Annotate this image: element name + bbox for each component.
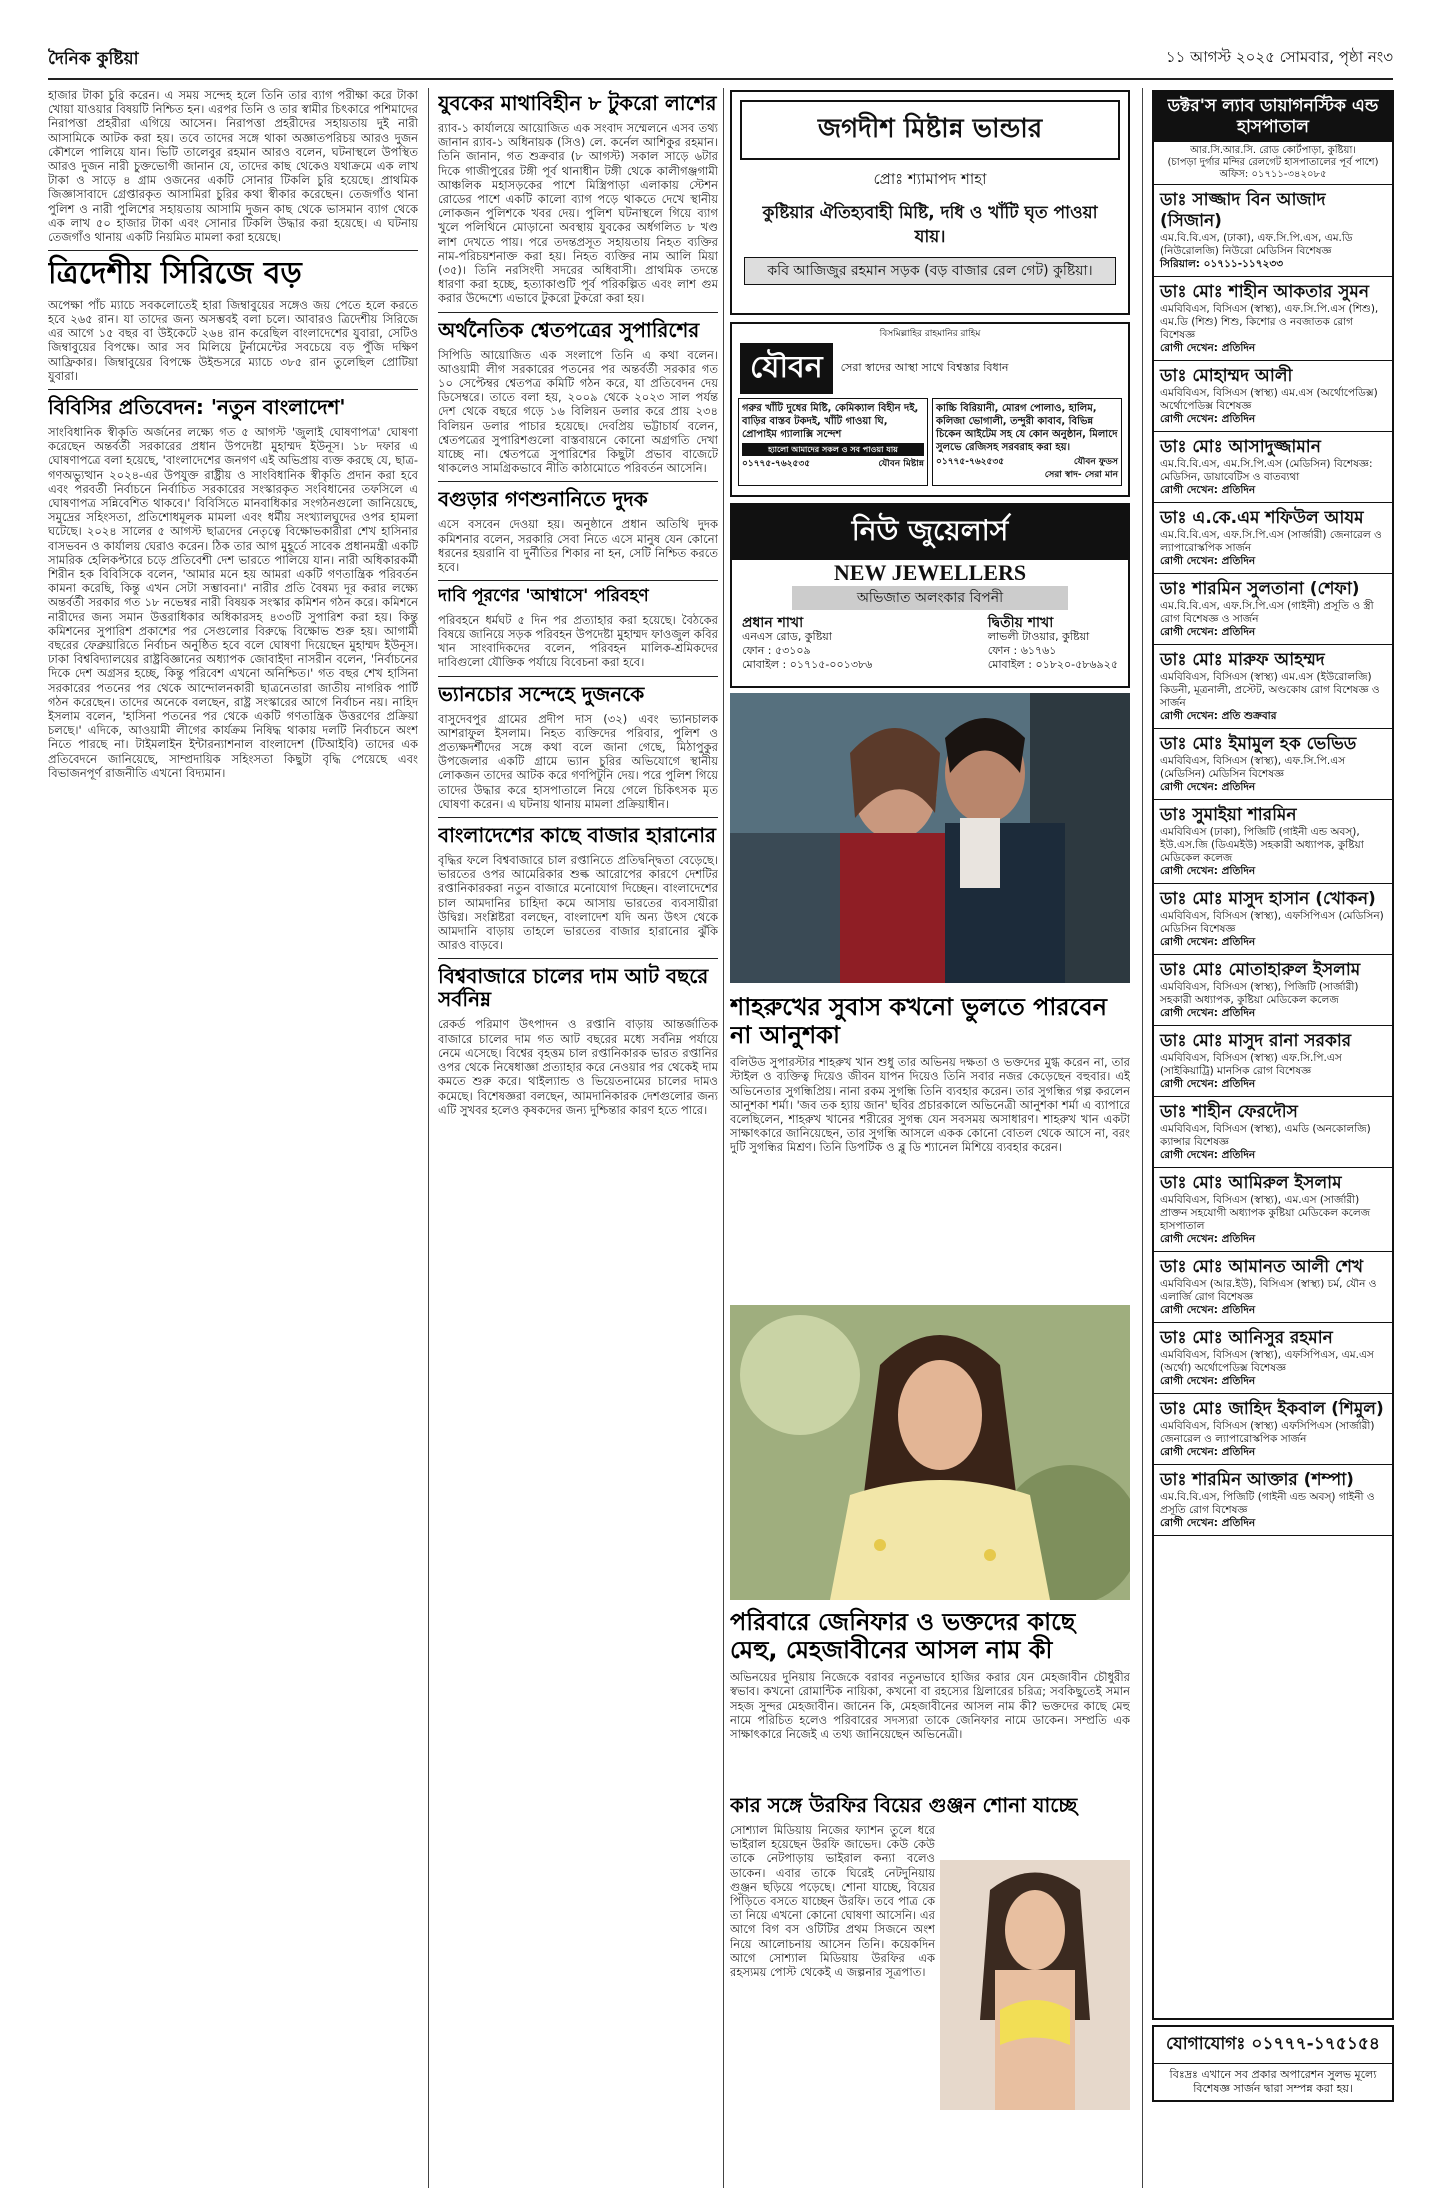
headline-youth-body[interactable]: যুবকের মাথাবিহীন ৮ টুকরো লাশের <box>438 91 717 115</box>
column-2 <box>438 88 718 2188</box>
doctor-card[interactable] <box>1154 432 1392 503</box>
doctor-degree: এমবিবিএস (ঢাকা), পিজিটি (গাইনী এন্ড অবস্), ইউ.এস.জি (ডিএমইউ) সহকারী অধ্যাপক, কুষ্টিয়া মেডিকেল কলেজ <box>1160 826 1364 864</box>
doctor-name: ডাঃ মোঃ মাসুদ হাসান (খোকন) <box>1160 889 1376 909</box>
doctor-schedule: রোগী দেখেন: প্রতিদিন <box>1160 936 1256 948</box>
branch: যৌবন মিষ্টান্ন <box>878 459 924 469</box>
doctor-degree: এমবিবিএস (আর.ইউ), বিসিএস (স্বাস্থ্য) চর্ম, যৌন ও এলার্জি রোগ বিশেষজ্ঞ <box>1160 1278 1377 1303</box>
article-text: অভিনয়ের দুনিয়ায় নিজেকে বরাবর নতুনভাবে হাজির করার যেন মেহজাবীন চৌধুরীর স্বভাব। কখনো রোমান্টিক নায়িকা, কখনো বা রহস্যের থ্রিলারের চরিত্র; সবকিছুতেই সমান সহজ সুন্দর মেহজাবীন। জানেন কি, মেহজাবীনের আসল নাম কী? ভক্তদের কাছে মেহু নামে পরিচিত হলেও পরিবারের সদস্যরা তাকে জেনিফার নামে ডাকেন। সম্প্রতি এক সাক্ষাৎকারে নিজেই এ তথ্য জানিয়েছেন অভিনেত্রী। <box>730 1670 1130 1741</box>
doctor-card[interactable] <box>1154 1394 1392 1465</box>
lead-article-text: হাজার টাকা চুরি করেন। এ সময় সন্দেহ হলে তিনি তার ব্যাগ পরীক্ষা করে টাকা খোয়া যাওয়ার বিষয়টি নিশ্চিত হন। এরপর তিনি ও তার স্বামীর চিৎকারে পশিমাদের নিরাপত্তা প্রহরীরা এগিয়ে আসেন। নিরাপত্তা প্রহরীদের সহায়তায় দুই নারী আসামিকে আটক করা হয়। তবে তাদের সঙ্গে থাকা অজ্ঞাতপরিচয় আরও দুজন কৌশলে পালিয়ে যান। ভিটি তালেবুর রহমান আরও বলেন, ঘটনাস্থলে উপস্থিত আরও দুজন নারী চুক্তভোগী জানান যে, তাদের কাছ থেকেও যথাক্রমে এক লাখ টাকা ও সাড়ে ৪ গ্রাম ওজনের একটি সোনার টিকলি চুরি হয়েছে। প্রাথমিক জিজ্ঞাসাবাদে গ্রেপ্তারকৃত আসামিরা চুরির কথা স্বীকার করেছেন। তেজগাঁও থানা পুলিশ ও নারী পুলিশের সহায়তায় আসামি দুজন কাছ থেকে ভাসমান ব্যাগ থেকে এক লাখ ৫০ হাজার টাকা এবং সোনার টিকলি উদ্ধার করা হয়েছে। এ ঘটনায় তেজগাঁও থানায় একটি নিয়মিত মামলা করা হয়েছে। <box>48 88 418 245</box>
directory-title: ডক্টর'স ল্যাব ডায়াগনস্টিক এন্ড হাসপাতাল <box>1154 92 1392 142</box>
headline-bbc-report[interactable]: বিবিসির প্রতিবেদন: 'নতুন বাংলাদেশ' <box>48 394 346 419</box>
doctor-card[interactable] <box>1154 1252 1392 1323</box>
ad-left-note: হ্যালো আমাদের সকল ও সব পাওয়া যায় <box>742 443 924 456</box>
doctor-card[interactable] <box>1154 574 1392 645</box>
article-text: অপেক্ষা পাঁচ ম্যাচে সবকলোতেই হারা জিম্বাবুয়ের সঙ্গেও জয় পেতে হলে করতে হবে ২৬৫ রান। যা তাদের জন্য অসম্ভবই বলা চলে। আবারও ত্রিদেশীয় সিরিজে এর আগে ১৫ বছর বা উইকেটে ২৬৪ রান করেছিল বাংলাদেশের যুবারা, সেটিও জিম্বাবুয়ের বিপক্ষে। আর সব মিলিয়ে টুর্নামেন্টের সবচেয়ে বড় পুঁজি দক্ষিণ আফ্রিকার। জিম্বাবুয়ের বিপক্ষে উইন্ডসরে ম্যাচে ৩৮৫ রান তুলেছিল প্রোটিয়া যুবারা। <box>48 297 418 383</box>
headline-srk[interactable]: শাহরুখের সুবাস কখনো ভুলতে পারবেন না আনুশকা <box>730 993 1107 1049</box>
doctor-card[interactable] <box>1154 1097 1392 1168</box>
doctor-degree: এমবিবিএস, বিসিএস (স্বাস্থ্য), পিজিটি (সার্জারী) সহকারী অধ্যাপক, কুষ্টিয়া মেডিকেল কলেজ <box>1160 981 1359 1006</box>
column-divider <box>723 88 724 2188</box>
doctor-card[interactable] <box>1154 1026 1392 1097</box>
ad-title: জগদীশ মিষ্টান্ন ভান্ডার <box>740 100 1120 160</box>
doctor-name: ডাঃ শারমিন সুলতানা (শেফা) <box>1160 579 1360 599</box>
doctor-degree: এমবিবিএস, বিসিএস (স্বাস্থ্য), এমডি (অনকোলজি) ক্যান্সার বিশেষজ্ঞ <box>1160 1123 1371 1148</box>
doctor-degree: এমবিবিএস, বিসিএস (স্বাস্থ্য) এম.এস (ইউরোলজি) কিডনী, মূত্রনালী, প্রস্টেট, অণ্ডকোষ রোগ বিশেষজ্ঞ ও সার্জন <box>1160 671 1380 709</box>
ad-left-panel <box>738 398 928 486</box>
headline-transport[interactable]: দাবি পূরণের 'আশ্বাসে' পরিবহণ <box>438 586 649 607</box>
doctor-name: ডাঃ এ.কে.এম শফিউল আযম <box>1160 508 1364 528</box>
divider <box>438 312 718 313</box>
directory-address-block <box>1154 142 1392 185</box>
ad-top: বিসমিল্লাহির রাহমানির রাহিম <box>879 329 981 339</box>
page-header <box>48 38 1393 80</box>
doctor-name: ডাঃ সাজ্জাদ বিন আজাদ (সিজান) <box>1160 190 1326 231</box>
doctor-name: ডাঃ শারমিন আক্তার (শম্পা) <box>1160 1470 1354 1490</box>
divider <box>438 817 718 818</box>
directory-contact: অফিস: ০১৭১১-৩৪২০৮৫ <box>1219 169 1327 180</box>
column-divider <box>428 88 429 2188</box>
doctor-name: ডাঃ মোঃ আসাদুজ্জামান <box>1160 437 1321 457</box>
directory-phone[interactable]: যোগাযোগঃ ০১৭৭৭-১৭৫১৫৪ <box>1154 2027 1392 2064</box>
article-text: র‍্যাব-১ কার্যালয়ে আয়োজিত এক সংবাদ সম্মেলনে এসব তথ্য জানান র‍্যাব-১ অধিনায়ক (সিও) লে. কর্নেল আশিকুর রহমান। তিনি জানান, গত শুক্রবার (৮ আগস্ট) সকাল সাড়ে ৬টার দিকে গাজীপুরের টঙ্গী পূর্ব থানাধীন টঙ্গী থেকে কালীগঞ্জগামী আঞ্চলিক মহাসড়কের পাশে মিস্ত্রিপাড়া এলাকায় স্টেশন রোডের পাশে একটি কালো ব্যাগ পড়ে থাকতে দেখে স্থানীয় লোকজন পুলিশকে খবর দেয়। পুলিশ ঘটনাস্থলে গিয়ে ব্যাগ খুলে পলিথিনে মোড়ানো অবস্থায় যুবকের অর্ধগলিত ৮ খণ্ড লাশ দেখতে পায়। পরে তদন্তপ্রসূত সহায়তায় নিহত ব্যক্তির নাম-পরিচয়শনাক্ত করা হয়। নিহত ব্যক্তির নাম আলি মিয়া (৩৫)। তিনি নরসিংদী সদরের অধিবাসী। প্রাথমিক তদন্তে ধারণা করা হচ্ছে, হত্যাকাণ্ডটি পূর্ব পরিকল্পিত এবং লাশ গুম করার উদ্দেশ্যে এভাবে টুকরো টুকরো করা হয়। <box>438 121 718 306</box>
ad-jagadish-sweets <box>730 90 1130 315</box>
ad-owner: প্রোঃ শ্যামাপদ শাহা <box>873 170 987 188</box>
article-text: বাসুদেবপুর গ্রামের প্রদীপ দাস (৩২) এবং ভ্যানচালক আশরাফুল ইসলাম। নিহত ব্যক্তিদের পরিবার, পুলিশ ও প্রত্যক্ষদর্শীদের সঙ্গে কথা বলে জানা গেছে, মিঠাপুকুর উপজেলার একটি গ্রামে ভ্যান চুরির অভিযোগে স্থানীয় লোকজন তাদের আটক করে গণপিটুনি দেয়। পরে পুলিশ গিয়ে তাদের উদ্ধার করে হাসপাতালে নিয়ে গেলে চিকিৎসক মৃত ঘোষণা করেন। এ ঘটনায় থানায় মামলা প্রক্রিয়াধীন। <box>438 711 718 811</box>
branch-mobile: মোবাইল : ০১৭১৫-০০১৩৮৬ <box>742 658 873 671</box>
doctor-card[interactable] <box>1154 1465 1392 1536</box>
doctor-degree: এমবিবিএস, বিসিএস (স্বাস্থ্য), এফ.সি.পি.এস (মেডিসিন) মেডিসিন বিশেষজ্ঞ <box>1160 755 1346 780</box>
branch-mobile: মোবাইল : ০১৮২০-৫৮৬৯২৫ <box>987 658 1118 671</box>
doctor-schedule: রোগী দেখেন: প্রতিদিন <box>1160 1078 1256 1090</box>
article-text: সাংবিধানিক স্বীকৃতি অর্জনের লক্ষ্যে গত ৫ আগস্ট 'জুলাই ঘোষণাপত্র' ঘোষণা করেছেন অন্তর্বর্তী সরকারের প্রধান উপদেষ্টা মুহাম্মদ ইউনূস। ১৮ দফার এ ঘোষণাপত্রে বলা হয়েছে, 'বাংলাদেশের জনগণ এই অভিপ্রায় ব্যক্ত করছে যে, ছাত্র-গণঅভ্যুত্থান ২০২৪-এর উপযুক্ত রাষ্ট্রীয় ও সাংবিধানিক স্বীকৃতি প্রদান করা হবে এবং পরবর্তী নির্বাচনে নির্বাচিত সরকারের সংস্কারকৃত সংবিধানের তফসিলে এ ঘোষণাপত্র সন্নিবেশিত থাকবে।' বিবিসিতে মানবাধিকার সংগঠনগুলো জানিয়েছে, সমুদ্রের সহিংসতা, প্রতিশোধমূলক মামলা এবং ধর্মীয় সংখ্যালঘুদের ওপর হামলা ঘটেছে। ২০২৪ সালের ৫ আগস্ট ছাত্রদের নেতৃত্বে বিক্ষোভকারীরা শেখ হাসিনার বাসভবন ও কার্যালয় ঘেরাও করেন। ঠিক তার আগ মুহূর্তে সাবেক প্রধানমন্ত্রী একটি সামরিক হেলিকপ্টারে চড়ে প্রতিবেশী দেশ ভারতে পালিয়ে যান। নারী অধিকারকর্মী শিরীন হক বিবিসিকে বলেন, 'আমার মনে হয় আমরা একটি গণতান্ত্রিক পরিবর্তন কামনা করেছি, কিন্তু এখন সেটা সম্ভাবনা।' নারীর প্রতি বৈষম্য দূর করার লক্ষ্যে অন্তর্বর্তী সরকার গত ১৮ নভেম্বর নারী বিষয়ক সংস্কার কমিশন গঠন করে। কমিশনে নারীদের জন্য সমান উত্তরাধিকার অধিকারসহ ৪৩৩টি সুপারিশ করা হয়। কিন্তু কমিশনের সুপারিশ প্রকাশের পর সেগুলোর বিরুদ্ধে বিক্ষোভ শুরু হয়। আগামী বছরের ফেব্রুয়ারিতে নির্বাচন অনুষ্ঠিত হবে বলে ঘোষণা দিয়েছেন মুহাম্মদ ইউনূস। ঢাকা বিশ্ববিদ্যালয়ের রাষ্ট্রবিজ্ঞানের অধ্যাপক জোবাইদা নাসরীন বলেন, 'নির্বাচনের দিকে দেশ অগ্রসর হচ্ছে, কিন্তু পরিবেশ এখনো অনিশ্চিত।' গত বছর শেখ হাসিনা সরকারের পতনের পর থেকে আন্দোলনকারী ছাত্রনেতারা জাতীয় নাগরিক পার্টি গঠন করেছেন। তাদের অনেকে বলছেন, রাষ্ট্র সংস্কারের আগে নির্বাচন নয়। নাহিদ ইসলাম বলেন, 'হাসিনা পতনের পর থেকে একটি গণতান্ত্রিক উত্তরণের প্রক্রিয়া চলছে।' এদিকে, আওয়ামী লীগের কার্যক্রম নিষিদ্ধ থাকায় দলটি নির্বাচনে অংশ নিতে পারছে না। টাইমলাইন ইন্টারন্যাশনাল বাংলাদেশ (টিআইবি) তাদের এক প্রতিবেদনে জানিয়েছে, সাম্প্রদায়িক সহিংসতা কিছুটা বৃদ্ধি পেয়েছে এবং বিভাজনপূর্ণ রাজনীতি এখনো বিদ্যমান। <box>48 424 418 780</box>
doctor-schedule: রোগী দেখেন: প্রতি শুক্রবার <box>1160 710 1277 722</box>
article-text: বলিউড সুপারস্টার শাহরুখ খান শুধু তার অভিনয় দক্ষতা ও ভক্তদের মুগ্ধ করেন না, তার স্টাইল ও ব্যক্তিত্ব দিয়েও জীবন যাপন দিয়েও তিনি সবার নজর কেড়েছেন বহুবার। এই অভিনেতার সুগন্ধিপ্রিয়। নানা রকম সুগন্ধি তিনি ব্যবহার করেন। তার সুগন্ধির গল্প করলেন আনুশকা শর্মা। 'জব তক হ্যায় জান' ছবির প্রচারকালে অভিনেত্রী আনুশকা শর্মা এ ব্যাপারে বলেছিলেন, শাহরুখ খানের শরীরের সুগন্ধ যেন সবসময় অসাধারণ। শাহরুখ খান একটা সাক্ষাৎকারে জানিয়েছেন, তার সুগন্ধি আসলে একক কোনো বোতল থেকে আসে না, বরং দুটি সুগন্ধির মিশ্রণ। তিনি ডিপটিক ও ব্লু ডি শ্যানেল মিশিয়ে ব্যবহার করেন। <box>730 1055 1130 1155</box>
ad-right-text: কাচ্চি বিরিয়ানী, মোরগ পোলাও, হালিম, কলিজা ভোগালী, তন্দুরী কাবাব, বিভিন্ন চিকেন আইটেম সহ যে কোন অনুষ্ঠান, মিলাদে সুলভে রেজিসহ সরবরাহ করা হয়। <box>936 403 1118 453</box>
doctor-schedule: রোগী দেখেন: প্রতিদিন <box>1160 1233 1256 1245</box>
ad-left-text: গরুর খাঁটি দুধের মিষ্টি, কেমিক্যাল বিহীন দই, বাড়ির বাস্তব টকদই, খাঁটি গাওয়া ঘি, প্রোপাইম গ্যালাক্সি সন্দেশ <box>742 403 919 440</box>
article-srk <box>730 990 1130 1290</box>
doctor-degree: এমবিবিএস, বিসিএস (স্বাস্থ্য), এফসিপিএস (মেডিসিন) মেডিসিন বিশেষজ্ঞ <box>1160 910 1384 935</box>
doctor-schedule: রোগী দেখেন: প্রতিদিন <box>1160 1304 1256 1316</box>
doctor-schedule: রোগী দেখেন: প্রতিদিন <box>1160 413 1256 425</box>
doctor-card[interactable] <box>1154 955 1392 1026</box>
ad-sub: অভিজাত অলংকার বিপনী <box>792 586 1068 610</box>
branch-phone: ফোন : ৬১৭৬১ <box>987 644 1057 657</box>
article-text: রেকর্ড পরিমাণ উৎপাদন ও রপ্তানি বাড়ায় আন্তর্জাতিক বাজারে চালের দাম গত আট বছরের মধ্যে সর্বনিম্ন পর্যায়ে নেমে এসেছে। বিশ্বের বৃহত্তম চাল রপ্তানিকারক ভারত রপ্তানির ওপর থেকে নিষেধাজ্ঞা প্রত্যাহার করে নেওয়ার পর থেকেই দাম কমতে শুরু করে। থাইল্যান্ড ও ভিয়েতনামের চালের দামও কমেছে। বিশেষজ্ঞরা বলছেন, আমদানিকারক দেশগুলোর জন্য এটি সুখবর হলেও কৃষকদের জন্য দুশ্চিন্তার কারণ হতে পারে। <box>438 1017 718 1117</box>
ad-title-en: NEW JEWELLERS <box>833 560 1027 585</box>
ad-logo: যৌবন <box>740 343 833 394</box>
doctor-degree: এমবিবিএস, বিসিএস (স্বাস্থ্য) এফ.সি.পি.এস (সাইকিয়াট্রি) মানসিক রোগ বিশেষজ্ঞ <box>1160 1052 1342 1077</box>
photo-mehazabien <box>730 1305 1130 1600</box>
doctor-card[interactable] <box>1154 884 1392 955</box>
doctor-card[interactable] <box>1154 729 1392 800</box>
divider <box>438 958 718 959</box>
doctor-name: ডাঃ শাহীন ফেরদৌস <box>1160 1102 1298 1122</box>
ad-tagline: কুষ্টিয়ার ঐতিহ্যবাহী মিষ্টি, দধি ও খাঁটি ঘৃত পাওয়া যায়। <box>762 203 1098 247</box>
doctor-name: ডাঃ মোঃ আমিরুল ইসলাম <box>1160 1173 1342 1193</box>
article-text: সোশ্যাল মিডিয়ায় নিজের ফ্যাশন তুলে ধরে ভাইরাল হয়েছেন উরফি জাভেদ। কেউ কেউ তাকে নেটপাড়ায় ভাইরাল কন্যা বলেও ডাকেন। এবার তাকে ঘিরেই নেটদুনিয়ায় গুঞ্জন ছড়িয়ে পড়েছে। শোনা যাচ্ছে, বিয়ের পিঁড়িতে বসতে যাচ্ছেন উরফি। তবে পাত্র কে তা নিয়ে এখনো কোনো ঘোষণা আসেনি। এর আগে বিগ বস ওটিটির প্রথম সিজনে অংশ নিয়ে আলোচনায় আসেন তিনি। কয়েকদিন আগে সোশ্যাল মিডিয়ায় উরফির এক রহস্যময় পোস্ট থেকেই এ জল্পনার সূত্রপাত। <box>730 1823 935 1980</box>
column-divider <box>1142 88 1143 2188</box>
doctor-card[interactable] <box>1154 800 1392 884</box>
doctor-schedule: রোগী দেখেন: প্রতিদিন <box>1160 1375 1256 1387</box>
doctor-degree: এমবিবিএস, বিসিএস (স্বাস্থ্য), এফ.সি.পি.এস (শিশু), এম.ডি (শিশু) শিশু, কিশোর ও নবজাতক রোগ বিশেষজ্ঞ <box>1160 303 1379 341</box>
branch-title: দ্বিতীয় শাখা <box>987 615 1054 631</box>
directory-subaddress: (চাপড়া দুর্গার মন্দির রেলগেট হাসপাতালের পূর্ব পাশে) <box>1167 157 1379 168</box>
divider <box>438 580 718 581</box>
doctor-name: ডাঃ মোঃ আমানত আলী শেখ <box>1160 1257 1364 1277</box>
branch-title: প্রধান শাখা <box>742 615 804 631</box>
paper-name: দৈনিক কুষ্টিয়া <box>48 49 139 69</box>
directory-footer <box>1152 2025 1394 2102</box>
article-mehazabien <box>730 1605 1130 1785</box>
doctor-schedule: রোগী দেখেন: প্রতিদিন <box>1160 555 1256 567</box>
doctor-schedule: রোগী দেখেন: প্রতিদিন <box>1160 342 1256 354</box>
doctor-card[interactable] <box>1154 503 1392 574</box>
branch-phone: ফোন : ৫৩১০৯ <box>742 644 811 657</box>
doctor-list <box>1154 185 1392 1536</box>
doctor-card[interactable] <box>1154 185 1392 277</box>
doctor-schedule: রোগী দেখেন: প্রতিদিন <box>1160 1517 1256 1529</box>
divider <box>48 250 418 251</box>
photo-srk-anushka <box>730 693 1130 983</box>
branch: যৌবন ফুডস <box>1073 457 1118 467</box>
ad-title-bn: নিউ জুয়েলার্স <box>732 505 1128 560</box>
doctor-name: ডাঃ মোঃ মারুফ আহম্মদ <box>1160 650 1325 670</box>
doctor-degree: এম.বি.বি.এস, (ঢাকা), এফ.সি.পি.এস, এম.ডি (নিউরোলজি) নিউরো মেডিসিন বিশেষজ্ঞ <box>1160 232 1353 257</box>
ad-new-jewellers <box>730 503 1130 688</box>
headline-tri-series[interactable]: ত্রিদেশীয় সিরিজে বড় <box>48 256 302 292</box>
doctor-schedule: রোগী দেখেন: প্রতিদিন <box>1160 626 1256 638</box>
doctor-degree: এম.বি.বি.এস, এফ.সি.পি.এস (সার্জারী) জেনারেল ও ল্যাপারোস্কপিক সার্জন <box>1160 529 1382 554</box>
doctor-schedule: সিরিয়াল: ০১৭১১-১১৭২৩৩ <box>1160 258 1284 270</box>
doctor-name: ডাঃ মোঃ শাহীন আকতার সুমন <box>1160 282 1370 302</box>
ad-jouban <box>730 322 1130 497</box>
doctor-name: ডাঃ সুমাইয়া শারমিন <box>1160 805 1297 825</box>
branch-main <box>742 616 872 672</box>
divider <box>438 481 718 482</box>
headline-mehazabien[interactable]: পরিবারে জেনিফার ও ভক্তদের কাছে মেহু, মেহজাবীনের আসল নাম কী <box>730 1608 1076 1664</box>
doctor-name: ডাঃ মোঃ মাসুদ রানা সরকার <box>1160 1031 1352 1051</box>
branch-addr: এনএস রোড, কুষ্টিয়া <box>742 630 832 643</box>
doctor-degree: এমবিবিএস, বিসিএস (স্বাস্থ্য), এম.এস (সার্জারী) প্রাক্তন সহযোগী অধ্যাপক কুষ্টিয়া মেডিকেল কলেজ হাসপাতাল <box>1160 1194 1371 1232</box>
doctor-card[interactable] <box>1154 645 1392 729</box>
branch-second <box>988 616 1118 672</box>
doctor-degree: এমবিবিএস, বিসিএস (স্বাস্থ্য) এম.এস (অর্থোপেডিক্স) অর্থোপেডিক্স বিশেষজ্ঞ <box>1160 387 1378 412</box>
doctor-degree: এম.বি.বি.এস, পিজিটি (গাইনী এন্ড অবস্) গাইনী ও প্রসূতি রোগ বিশেষজ্ঞ <box>1160 1491 1375 1516</box>
doctor-schedule: রোগী দেখেন: প্রতিদিন <box>1160 781 1256 793</box>
dateline: ১১ আগস্ট ২০২৫ সোমবার, পৃষ্ঠা নং৩ <box>1165 48 1393 66</box>
article-text: পরিবহনে ধর্মঘট ৫ দিন পর প্রত্যাহার করা হয়েছে। বৈঠকের বিষয়ে জানিয়ে সড়ক পরিবহন উপদেষ্টা মুহাম্মদ ফাওজুল কবির খান সাংবাদিকদের বলেন, পরিবহন মালিক-শ্রমিকদের দাবিগুলো যৌক্তিক পর্যায়ে বিবেচনা করা হবে। <box>438 612 718 670</box>
divider <box>48 389 418 390</box>
doctor-schedule: রোগী দেখেন: প্রতিদিন <box>1160 1149 1256 1161</box>
photo-urfi <box>940 1860 1130 2110</box>
tagline: সেরা স্বাদ- সেরা মান <box>1044 470 1118 480</box>
headline-rice-price[interactable]: বিশ্ববাজারে চালের দাম আট বছরে সর্বনিম্ন <box>438 964 709 1012</box>
phone: ০১৭৭৫-৭৬২৫৩৫ <box>742 459 811 469</box>
headline-market-loss[interactable]: বাংলাদেশের কাছে বাজার হারানোর <box>438 823 717 848</box>
article-text: এসে বসবেন দেওয়া হয়। অনুষ্ঠানে প্রধান অতিথি দুদক কমিশনার বলেন, সরকারি সেবা নিতে এসে মানুষ যেন কোনো ধরনের হয়রানি বা দুর্নীতির শিকার না হন, সেটি নিশ্চিত করতে হবে। <box>438 517 718 575</box>
doctor-schedule: রোগী দেখেন: প্রতিদিন <box>1160 484 1256 496</box>
doctor-schedule: রোগী দেখেন: প্রতিদিন <box>1160 865 1256 877</box>
doctor-name: ডাঃ মোঃ আনিসুর রহমান <box>1160 1328 1333 1348</box>
doctor-card[interactable] <box>1154 361 1392 432</box>
ad-address: কবি আজিজুর রহমান সড়ক (বড় বাজার রেল গেট) কুষ্টিয়া। <box>744 257 1116 285</box>
headline-bogura-acc[interactable]: বগুড়ার গণশুনানিতে দুদক <box>438 487 648 512</box>
phone: ০১৭৭৫-৭৬২৫৩৫ <box>936 457 1005 467</box>
branch-addr: লাভলী টাওয়ার, কুষ্টিয়া <box>987 630 1090 643</box>
divider <box>438 676 718 677</box>
ad-right-panel <box>932 398 1122 486</box>
directory-note: বিঃদ্রঃ এখানে সব প্রকার অপারেশন সুলভ মূল্যে বিশেষজ্ঞ সার্জন দ্বারা সম্পন্ন করা হয়। <box>1169 2068 1377 2095</box>
headline-white-paper[interactable]: অর্থনৈতিক শ্বেতপত্রের সুপারিশের <box>438 317 700 342</box>
doctor-name: ডাঃ মোহাম্মদ আলী <box>1160 366 1293 386</box>
doctor-name: ডাঃ মোঃ মোতাহারুল ইসলাম <box>1160 960 1361 980</box>
doctor-degree: এমবিবিএস, বিসিএস (স্বাস্থ্য) এফসিপিএস (সার্জারী) জেনারেল ও ল্যাপারোস্কপিক সার্জন <box>1160 1420 1375 1445</box>
doctor-degree: এমবিবিএস, বিসিএস (স্বাস্থ্য), এফসিপিএস, এম.এস (অর্থো) অর্থোপেডিক্স বিশেষজ্ঞ <box>1160 1349 1374 1374</box>
doctor-card[interactable] <box>1154 277 1392 361</box>
doctor-card[interactable] <box>1154 1168 1392 1252</box>
article-text: বৃদ্ধির ফলে বিশ্ববাজারে চাল রপ্তানিতে প্রতিদ্বন্দ্বিতা বেড়েছে। ভারতের ওপর আমেরিকার শুল্ক আরোপের কারণে দেশটির রপ্তানিকারকরা নতুন বাজারে মনোযোগ দিচ্ছেন। বাংলাদেশের চাল আমদানির চাহিদা কমে আসায় ভারতের ব্যবসায়ীরা উদ্বিগ্ন। সংশ্লিষ্টরা বলছেন, বাংলাদেশ যদি অন্য উৎস থেকে আমদানি বাড়ায় তাহলে ভারতের বাজার হারানোর ঝুঁকি আরও বাড়বে। <box>438 853 718 953</box>
headline-urfi[interactable]: কার সঙ্গে উরফির বিয়ের গুঞ্জন শোনা যাচ্ছে <box>730 1793 1078 1817</box>
directory-address: আর.সি.আর.সি. রোড কোর্টপাড়া, কুষ্টিয়া। <box>1190 145 1356 156</box>
doctor-schedule: রোগী দেখেন: প্রতিদিন <box>1160 1446 1256 1458</box>
headline-van-thief[interactable]: ভ্যানচোর সন্দেহে দুজনকে <box>438 681 645 706</box>
doctors-lab-directory <box>1152 90 1394 2020</box>
doctor-schedule: রোগী দেখেন: প্রতিদিন <box>1160 1007 1256 1019</box>
doctor-name: ডাঃ মোঃ ইমামুল হক ভেভিড <box>1160 734 1357 754</box>
ad-sub: সেরা স্বাদের আস্থা সাথে বিশ্বস্তার বিধান <box>840 361 1009 374</box>
doctor-degree: এম.বি.বি.এস, এফ.সি.পি.এস (গাইনী) প্রসূতি ও স্ত্রী রোগ বিশেষজ্ঞ ও সার্জন <box>1160 600 1374 625</box>
column-1 <box>48 88 418 2188</box>
article-text: সিপিডি আয়োজিত এক সংলাপে তিনি এ কথা বলেন। আওয়ামী লীগ সরকারের পতনের পর অন্তর্বর্তী সরকার গত ১০ সেপ্টেম্বর শ্বেতপত্র কমিটি গঠন করে, যা প্রতিবেদন দেয় ডিসেম্বরে। তাতে বলা হয়, ২০০৯ থেকে ২০২৩ সাল পর্যন্ত দেশ থেকে বছরে গড়ে ১৬ বিলিয়ন ডলার করে প্রায় ২৩৪ বিলিয়ন ডলার পাচার হয়েছে। দেবপ্রিয় ভট্টাচার্য বলেন, শ্বেতপত্রের সুপারিশগুলো বাস্তবায়নে কোনো অগ্রগতি দেখা যাচ্ছে না। শ্বেতপত্রে সুপারিশের কিছুটা প্রভাব বাজেটে থাকলেও সামগ্রিকভাবে নীতি কাঠামোতে পরিবর্তন আসেনি। <box>438 347 718 476</box>
doctor-degree: এম.বি.বি.এস, এম.সি.পি.এস (মেডিসিন) বিশেষজ্ঞ: মেডিসিন, ডায়াবেটিস ও বাতব্যথা <box>1160 458 1373 483</box>
doctor-card[interactable] <box>1154 1323 1392 1394</box>
doctor-name: ডাঃ মোঃ জাহিদ ইকবাল (শিমুল) <box>1160 1399 1384 1419</box>
